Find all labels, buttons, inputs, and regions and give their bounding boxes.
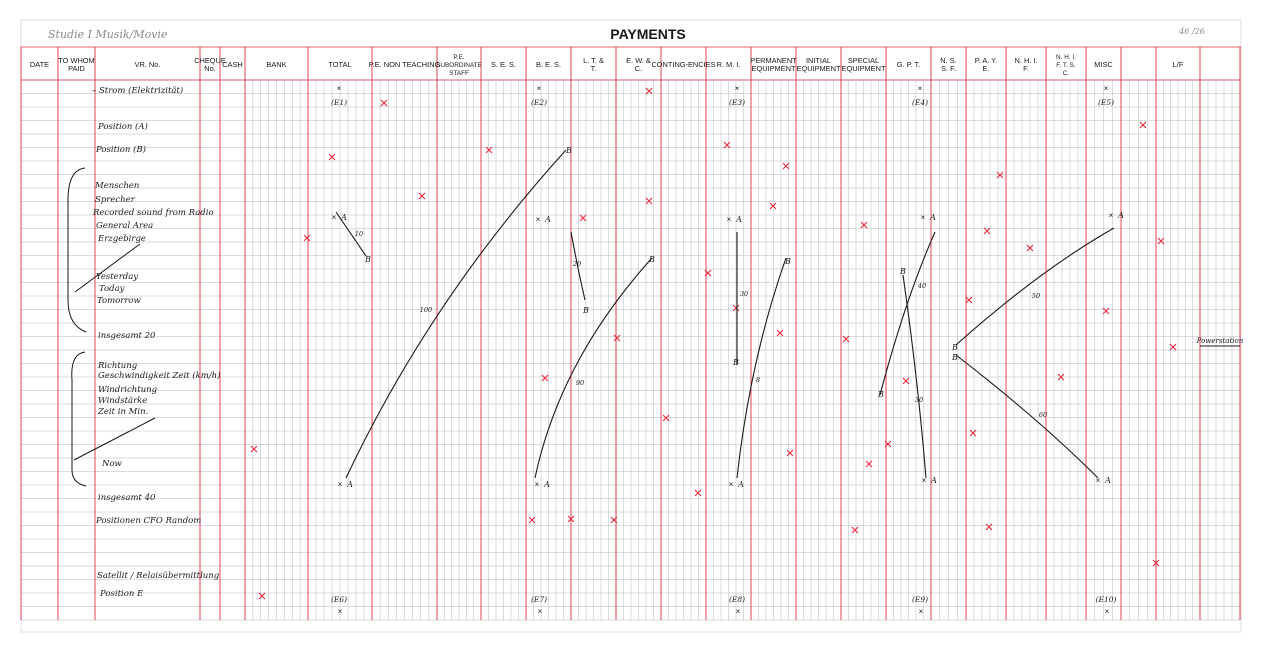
segment-number: 40 — [917, 282, 927, 290]
powerstation-note: Powerstation — [1196, 337, 1244, 345]
segment-number: 90 — [575, 379, 585, 387]
segment-number: 10 — [354, 230, 364, 238]
column-header-special_equipment: SPECIAL — [847, 56, 880, 65]
handwritten-entry: Position (B) — [96, 145, 146, 155]
stream-bottom-label: (E6) — [330, 595, 348, 604]
point-b-label: B — [878, 390, 884, 399]
point-cross: × — [921, 476, 927, 485]
column-header-gpt: G. P. T. — [896, 60, 921, 69]
point-a-label: A — [544, 480, 550, 489]
point-b-label: B — [566, 146, 572, 155]
column-header-initial_equipment: EQUIPMENT — [796, 64, 841, 73]
point-cross: × — [535, 215, 541, 224]
handwritten-entry: Now — [102, 459, 122, 469]
handwritten-entry: Windstärke — [98, 396, 148, 406]
segment-number: 50 — [1031, 292, 1041, 300]
column-header-misc: MISC — [1094, 60, 1113, 69]
stream-bottom-cross: × — [735, 607, 741, 616]
column-header-ses: S. E. S. — [490, 60, 517, 69]
point-b-label: B — [952, 353, 958, 362]
handwritten-entry: Menschen — [95, 181, 140, 191]
point-a-label: A — [545, 215, 551, 224]
stream-top-label: (E5) — [1097, 98, 1115, 107]
stream-top-label: (E3) — [728, 98, 746, 107]
stream-top-label: (E4) — [911, 98, 929, 107]
point-cross: × — [331, 213, 337, 222]
handwritten-entry: insgesamt 40 — [98, 493, 156, 503]
stream-top-cross: × — [1103, 84, 1109, 93]
column-header-to_whom_paid: TO WHOM — [58, 56, 95, 65]
column-header-nhif: N. H. I. — [1014, 56, 1038, 65]
stream-bottom-label: (E7) — [530, 595, 548, 604]
point-a-label: A — [347, 480, 353, 489]
column-header-total: TOTAL — [328, 60, 352, 69]
column-header-bank: BANK — [266, 60, 287, 69]
column-header-bes: B. E. S. — [535, 60, 562, 69]
point-b-label: B — [649, 255, 655, 264]
point-b-label: B — [900, 267, 906, 276]
column-header-ewc: E. W. & — [626, 56, 651, 65]
point-a-label: A — [931, 476, 937, 485]
column-header-permanent_equipment: EQUIPMENT — [751, 64, 796, 73]
handwritten-entry: General Area — [96, 221, 154, 231]
stream-top-cross: × — [336, 84, 342, 93]
column-header-pe_non_teaching: P.E. NON TEACHING — [368, 60, 441, 69]
point-a-label: A — [738, 480, 744, 489]
handwritten-entry: Sprecher — [95, 195, 135, 205]
handwritten-entry: – Strom (Elektrizität) — [92, 86, 184, 96]
point-cross: × — [534, 480, 540, 489]
stream-top-label: (E1) — [330, 98, 348, 107]
column-header-cash: CASH — [222, 60, 243, 69]
point-a-label: A — [1118, 211, 1124, 220]
segment-number: 30 — [914, 396, 924, 404]
column-header-date: DATE — [29, 60, 50, 69]
column-header-pe_subordinate_staff: SUBORDINATE — [436, 62, 482, 69]
point-cross: × — [1095, 476, 1101, 485]
handwritten-entry: Richtung — [98, 361, 138, 371]
handwritten-entry: Recorded sound from Radio — [93, 208, 214, 218]
column-header-rmi: R. M. I. — [716, 60, 741, 69]
point-cross: × — [726, 215, 732, 224]
handwritten-entry: Tomorrow — [97, 296, 141, 306]
segment-number: 100 — [419, 306, 433, 314]
stream-bottom-label: (E10) — [1095, 595, 1117, 604]
stream-top-cross: × — [734, 84, 740, 93]
point-cross: × — [337, 480, 343, 489]
column-header-lf: L/F — [1172, 60, 1184, 69]
point-a-label: A — [930, 213, 936, 222]
page-title: PAYMENTS — [610, 26, 686, 42]
point-b-label: B — [733, 358, 739, 367]
column-header-nssf: N. S. — [940, 56, 957, 65]
handwritten-entry: Positionen CFO Random — [96, 516, 202, 526]
column-header-nhif_tsc: C. — [1062, 70, 1070, 77]
point-a-label: A — [341, 213, 347, 222]
page-pencil-note: 46 /26 — [1179, 27, 1205, 36]
stream-bottom-cross: × — [918, 607, 924, 616]
handwritten-entry: Zeit in Min. — [98, 407, 149, 417]
column-header-ewc: C. — [634, 64, 643, 73]
handwritten-entry: Satellit / Relaisübermittlung — [97, 571, 220, 581]
stream-top-cross: × — [536, 84, 542, 93]
segment-number: 30 — [739, 290, 749, 298]
column-header-paye: E. — [982, 64, 990, 73]
segment-number: 20 — [572, 260, 582, 268]
column-header-paye: P. A. Y. — [974, 56, 998, 65]
column-header-ltt: L. T. & — [583, 56, 604, 65]
point-a-label: A — [1105, 476, 1111, 485]
column-header-nssf: S. F. — [941, 64, 956, 73]
stream-bottom-label: (E8) — [728, 595, 746, 604]
point-b-label: B — [785, 257, 791, 266]
column-header-vr_no: VR. No. — [134, 60, 161, 69]
column-header-nhif_tsc: N. H. I. — [1056, 54, 1076, 61]
handwritten-entry: Geschwindigkeit Zeit (km/h) — [98, 371, 221, 381]
column-header-cheque_no: CHEQUE — [194, 56, 226, 65]
column-header-special_equipment: EQUIPMENT — [841, 64, 886, 73]
handwritten-entry: Today — [99, 284, 125, 294]
column-header-permanent_equipment: PERMANENT — [750, 56, 797, 65]
handwritten-entry: Position E — [100, 589, 144, 599]
column-header-pe_subordinate_staff: P.E. — [453, 54, 465, 61]
handwritten-entry: Position (A) — [98, 122, 148, 132]
segment-number: 60 — [1038, 411, 1048, 419]
handwritten-entry: insgesamt 20 — [98, 331, 156, 341]
stream-top-label: (E2) — [530, 98, 548, 107]
handwritten-entry: Yesterday — [96, 272, 139, 282]
corner-pencil-note: Studie I Musik/Movie — [48, 28, 168, 41]
point-b-label: B — [952, 343, 958, 352]
column-header-nhif: F. — [1023, 64, 1029, 73]
column-header-nhif_tsc: F. T. S. — [1056, 62, 1076, 69]
column-header-initial_equipment: INITIAL — [805, 56, 832, 65]
column-header-ltt: T. — [590, 64, 597, 73]
point-cross: × — [920, 213, 926, 222]
point-b-label: B — [365, 255, 371, 264]
handwritten-entry: Erzgebirge — [98, 234, 146, 244]
stream-bottom-label: (E9) — [911, 595, 929, 604]
column-header-contingencies: CONTING-ENCIES — [651, 60, 716, 69]
point-b-label: B — [583, 306, 589, 315]
stream-bottom-cross: × — [1104, 607, 1110, 616]
handwritten-entry: Windrichtung — [98, 385, 158, 395]
segment-number: 8 — [755, 376, 761, 384]
column-header-to_whom_paid: PAID — [68, 64, 85, 73]
point-cross: × — [728, 480, 734, 489]
column-header-cheque_no: No. — [204, 64, 216, 73]
column-header-pe_subordinate_staff: STAFF — [449, 70, 469, 77]
point-a-label: A — [736, 215, 742, 224]
stream-bottom-cross: × — [537, 607, 543, 616]
stream-top-cross: × — [917, 84, 923, 93]
stream-bottom-cross: × — [337, 607, 343, 616]
point-cross: × — [1108, 211, 1114, 220]
